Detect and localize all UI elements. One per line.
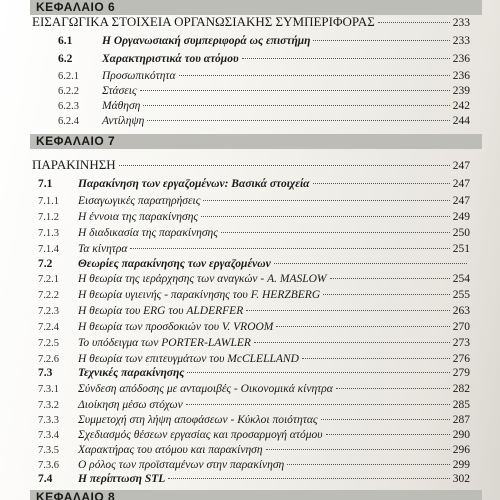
toc-entry-7-3-2 — [38, 398, 470, 413]
leader-dots — [147, 120, 449, 121]
leader-dots — [221, 232, 450, 233]
entry-page: 290 — [452, 429, 470, 441]
entry-number: 7.1.4 — [38, 244, 59, 255]
toc-entry-7-2-5 — [38, 336, 470, 351]
entry-title: Η θεωρία υγιεινής - παρακίνησης του F. HERZBERG — [78, 289, 321, 301]
entry-number: 7.2.3 — [38, 306, 59, 317]
entry-page: 242 — [452, 100, 470, 112]
chapter-6-heading — [32, 14, 470, 30]
entry-page: 296 — [452, 444, 470, 456]
entry-page: 270 — [452, 321, 470, 333]
toc-entry-6-2-2 — [58, 84, 470, 99]
entry-title: Διοίκηση μέσω στόχων — [78, 399, 183, 411]
entry-number: 6.2.3 — [58, 101, 79, 112]
entry-number: 7.3.4 — [38, 430, 59, 441]
leader-dots — [203, 200, 449, 201]
entry-page: 251 — [452, 243, 470, 255]
toc-entry-7-2-3 — [38, 304, 470, 319]
chapter-6-title: ΕΙΣΑΓΩΓΙΚΑ ΣΤΟΙΧΕΙΑ ΟΡΓΑΝΩΣΙΑΚΗΣ ΣΥΜΠΕΡΙΦΟΡΑΣ — [32, 14, 375, 29]
entry-title: Η διαδικασία της παρακίνησης — [78, 227, 218, 239]
leader-dots — [321, 419, 450, 420]
toc-entry-6-2 — [58, 52, 470, 66]
entry-page: 247 — [452, 178, 470, 190]
entry-page: 276 — [452, 353, 470, 365]
entry-title: Στάσεις — [102, 85, 137, 97]
chapter-7-title: ΠΑΡΑΚΙΝΗΣΗ — [32, 157, 116, 172]
toc-entry-7-3-6 — [38, 458, 470, 473]
leader-dots — [187, 372, 449, 373]
entry-page: 302 — [452, 473, 470, 485]
entry-title: Προσωπικότητα — [102, 70, 176, 82]
leader-dots — [313, 183, 450, 184]
toc-entry-7-1 — [38, 177, 470, 191]
leader-dots — [336, 388, 450, 389]
chapter-7-heading — [32, 157, 470, 173]
leader-dots — [140, 90, 450, 91]
entry-number: 7.3.1 — [38, 384, 59, 395]
toc-entry-7-3 — [38, 366, 470, 380]
entry-title: Η θεωρία του ERG του ALDERFER — [78, 305, 244, 317]
entry-title: Ο ρόλος των προϊσταμένων στην παρακίνηση — [78, 459, 285, 471]
leader-dots — [130, 248, 449, 249]
entry-number: 7.1.1 — [38, 196, 59, 207]
chapter-6-page: 233 — [452, 17, 470, 29]
entry-page: 285 — [452, 399, 470, 411]
leader-dots — [323, 294, 450, 295]
entry-number: 7.3.6 — [38, 460, 59, 471]
toc-entry-7-2-4 — [38, 320, 470, 335]
entry-title: Η θεωρία της ιεράρχησης των αναγκών - A. MASLOW — [78, 273, 327, 285]
entry-title: Η θεωρία των προσδοκιών του V. VROOM — [78, 321, 274, 333]
entry-title: Θεωρίες παρακίνησης των εργαζομένων — [78, 258, 271, 270]
leader-dots — [313, 40, 449, 41]
toc-entry-6-2-4 — [58, 114, 470, 129]
leader-dots — [302, 358, 450, 359]
leader-dots — [119, 165, 450, 166]
entry-page: 236 — [452, 70, 470, 82]
entry-number: 7.1.3 — [38, 228, 59, 239]
toc-entry-7-3-3 — [38, 413, 470, 428]
entry-page: 287 — [452, 414, 470, 426]
entry-number: 7.3.2 — [38, 400, 59, 411]
entry-title: Εισαγωγικές παρατηρήσεις — [78, 195, 201, 207]
entry-title: Το υπόδειγμα των PORTER-LAWLER — [78, 337, 251, 349]
entry-page: 249 — [452, 211, 470, 223]
entry-page: 236 — [452, 53, 470, 65]
entry-number: 7.2.4 — [38, 322, 59, 333]
toc-entry-7-3-5 — [38, 443, 470, 458]
entry-number: 7.3 — [38, 367, 53, 379]
entry-page: 247 — [452, 195, 470, 207]
entry-number: 6.2.2 — [58, 86, 79, 97]
entry-page: 250 — [452, 227, 470, 239]
toc-entry-7-1-1 — [38, 194, 470, 209]
toc-entry-6-1 — [58, 34, 470, 48]
entry-title: Η έννοια της παρακίνησης — [78, 211, 199, 223]
toc-entry-7-1-3 — [38, 226, 470, 241]
entry-title: Χαρακτηριστικά του ατόμου — [102, 53, 239, 65]
entry-title: Τεχνικές παρακίνησης — [78, 367, 185, 379]
entry-page: 299 — [452, 459, 470, 471]
leader-dots — [242, 58, 450, 59]
leader-dots — [143, 105, 449, 106]
chapter-8-bar: ΚΕΦΑΛΑΙΟ 8 — [30, 490, 482, 500]
toc-entry-7-4 — [38, 472, 470, 486]
leader-dots — [287, 464, 450, 465]
leader-dots — [201, 216, 450, 217]
leader-dots — [168, 478, 449, 479]
entry-number: 6.2 — [58, 53, 73, 65]
entry-title: Τα κίνητρα — [78, 243, 128, 255]
entry-number: 6.2.4 — [58, 116, 79, 127]
leader-dots — [246, 310, 450, 311]
entry-title: Αντίληψη — [102, 115, 145, 127]
entry-page: 239 — [452, 85, 470, 97]
entry-title: Παρακίνηση των εργαζομένων: Βασικά στοιχεία — [78, 178, 310, 190]
chapter-7-page: 247 — [452, 160, 470, 172]
chapter-6-bar: ΚΕΦΑΛΑΙΟ 6 — [30, 0, 482, 15]
entry-title: Η περίπτωση STL — [78, 473, 166, 485]
entry-title: Σύνδεση απόδοσης με ανταμοιβές - Οικονομικά κίνητρα — [78, 383, 333, 395]
leader-dots — [330, 278, 450, 279]
entry-number: 7.2.5 — [38, 338, 59, 349]
leader-dots — [179, 75, 450, 76]
entry-page: 244 — [452, 115, 470, 127]
toc-entry-7-2-1 — [38, 272, 470, 287]
entry-title: Συμμετοχή στη λήψη αποφάσεων - Κύκλοι ποιότητας — [78, 414, 318, 426]
toc-entry-6-2-3 — [58, 99, 470, 114]
leader-dots — [186, 404, 450, 405]
leader-dots — [266, 449, 450, 450]
toc-entry-7-1-2 — [38, 210, 470, 225]
entry-page: 282 — [452, 383, 470, 395]
leader-dots — [274, 263, 467, 264]
entry-page: 233 — [452, 35, 470, 47]
entry-page: 255 — [452, 289, 470, 301]
entry-title: Χαρακτήρας του ατόμου και παρακίνηση — [78, 444, 263, 456]
toc-entry-7-3-4 — [38, 428, 470, 443]
entry-title: Σχεδιασμός θέσεων εργασίας και προσαρμογή ατόμου — [78, 429, 323, 441]
toc-entry-7-1-4 — [38, 242, 470, 257]
entry-page: 263 — [452, 305, 470, 317]
entry-number: 7.2.2 — [38, 290, 59, 301]
entry-number: 7.2 — [38, 258, 53, 270]
toc-entry-7-3-1 — [38, 382, 470, 397]
entry-page: 254 — [452, 273, 470, 285]
leader-dots — [326, 434, 450, 435]
toc-entry-7-2-6 — [38, 352, 470, 367]
leader-dots — [378, 22, 450, 23]
entry-number: 7.4 — [38, 473, 53, 485]
entry-number: 6.2.1 — [58, 71, 79, 82]
entry-number: 7.1.2 — [38, 212, 59, 223]
entry-title: Η θεωρία των επιτευγμάτων του McCLELLAND — [78, 353, 299, 365]
entry-title: Μάθηση — [102, 100, 141, 112]
entry-title: Η Οργανωσιακή συμπεριφορά ως επιστήμη — [102, 35, 311, 47]
entry-number: 7.3.5 — [38, 445, 59, 456]
entry-page: 279 — [452, 367, 470, 379]
toc-entry-7-2 — [38, 257, 470, 271]
entry-page: 273 — [452, 337, 470, 349]
entry-number: 7.2.1 — [38, 274, 59, 285]
leader-dots — [254, 342, 450, 343]
entry-number: 7.2.6 — [38, 354, 59, 365]
chapter-7-bar: ΚΕΦΑΛΑΙΟ 7 — [30, 134, 482, 149]
entry-number: 7.3.3 — [38, 415, 59, 426]
entry-number: 6.1 — [58, 35, 73, 47]
toc-entry-7-2-2 — [38, 288, 470, 303]
leader-dots — [276, 326, 449, 327]
toc-entry-6-2-1 — [58, 69, 470, 84]
entry-number: 7.1 — [38, 178, 53, 190]
